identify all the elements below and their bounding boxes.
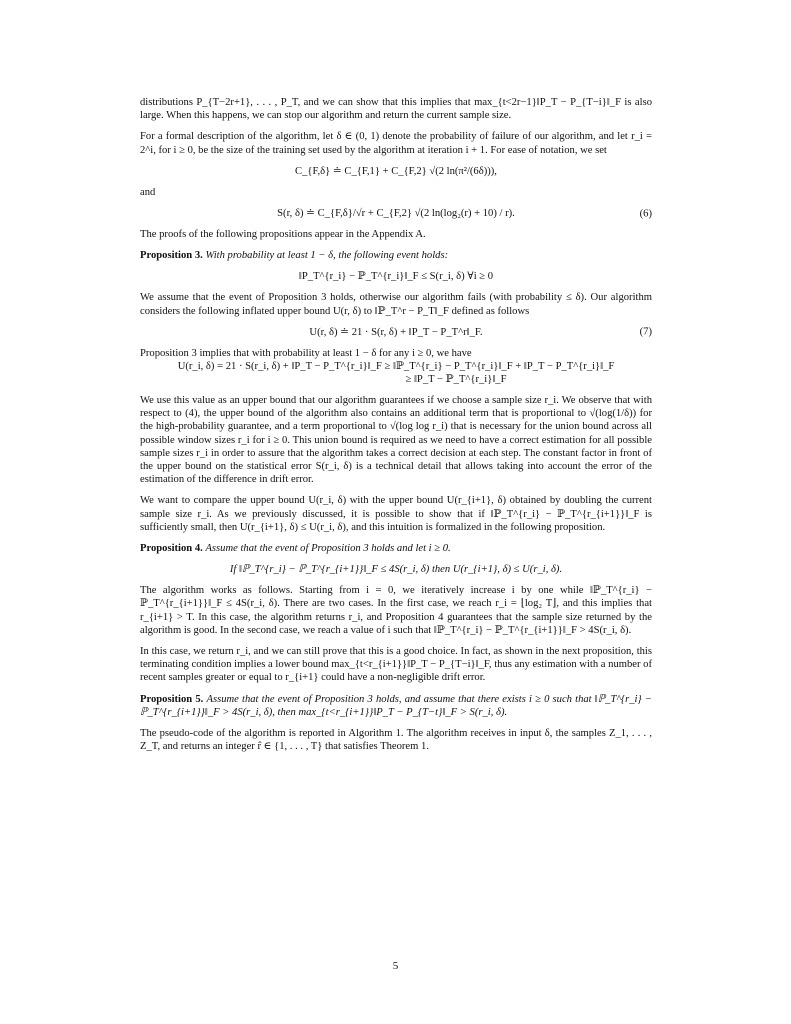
paragraph-formal-description: For a formal description of the algorithm, let δ ∈ (0, 1) denote the probability of failure of our algorithm, and let r_i = 2^i, for i ≥ 0, be the size of the training set used by the algorithm at iteration i + 1. For ease of notation, we set	[140, 131, 652, 156]
equation-7-number: (7)	[639, 326, 652, 338]
proposition-3-head: Proposition 3.	[140, 250, 203, 262]
proposition-4	[140, 542, 652, 555]
paragraph-intro: distributions P_{T−2r+1}, . . . , P_T, and we can show that this implies that max_{t<2r−1}‖P_T − P_{T−i}‖_F is also large. When this happens, we can stop our algorithm and return the current sample size.	[140, 97, 652, 122]
equation-6-number: (6)	[639, 208, 652, 220]
proposition-4-equation	[140, 563, 652, 576]
equation-7-text: U(r, δ) ≐ 21 · S(r, δ) + ‖P_T − P_T^r‖_F.	[309, 326, 483, 338]
paragraph-return-ri: In this case, we return r_i, and we can still prove that this is a good choice. In fact, as shown in the next proposition, this terminating condition implies a lower bound max_{t<r_{i+1}}‖P_T − P_{T−i}‖_F, thus any estimation with a number of recent samples greater or equal to r_{i+1} could have a non-negligible drift error.	[140, 646, 652, 684]
equation-c-f-delta-text: C_{F,δ} ≐ C_{F,1} + C_{F,2} √(2 ln(π²/(6δ))),	[295, 165, 497, 177]
page-number: 5	[392, 960, 399, 972]
proposition-4-body: Assume that the event of Proposition 3 holds and let i ≥ 0.	[205, 543, 451, 555]
paragraph-algorithm-works: The algorithm works as follows. Starting from i = 0, we iteratively increase i by one while ‖ℙ_T^{r_i} − ℙ_T^{r_{i+1}}‖_F ≤ 4S(r_i, δ). There are two cases. In the first case, we reach r_i = ⌊log₂ T⌋, and this implies that r_{i+1} > T. In this case, the algorithm returns r_i, and Proposition 4 guarantees that the sample size returned by the algorithm is good. In the second case, we reach a value of i such that ‖ℙ_T^{r_i} − ℙ_T^{r_{i+1}}‖_F > 4S(r_i, δ).	[140, 585, 652, 636]
paragraph-pseudo-code: The pseudo-code of the algorithm is reported in Algorithm 1. The algorithm receives in input δ, the samples Z_1, . . . , Z_T, and returns an integer r̂ ∈ {1, . . . , T} that satisfies Theorem 1.	[140, 728, 652, 753]
proposition-4-equation-text: If ‖ℙ_T^{r_i} − ℙ_T^{r_{i+1}}‖_F ≤ 4S(r_i, δ) then U(r_{i+1}, δ) ≤ U(r_i, δ).	[229, 564, 563, 576]
paragraph-inflated-bound: We assume that the event of Proposition 3 holds, otherwise our algorithm fails (with probability ≤ δ). Our algorithm considers the following inflated upper bound U(r, δ) to ‖ℙ_T^r − P_T‖_F defined as follows	[140, 292, 652, 317]
equation-6-text: S(r, δ) ≐ C_{F,δ}/√r + C_{F,2} √(2 ln(log₂(r) + 10) / r).	[277, 208, 515, 220]
paragraph-and: and	[140, 186, 156, 198]
equation-u-line-1-text: U(r_i, δ) = 21 · S(r_i, δ) + ‖P_T − P_T^{r_i}‖_F ≥ ‖ℙ_T^{r_i} − P_T^{r_i}‖_F + ‖P_T − P_T^{r_i}‖_F	[177, 361, 615, 373]
equation-u-line-1	[140, 360, 652, 373]
proposition-3-equation	[140, 270, 652, 283]
equation-6	[140, 207, 652, 220]
equation-7	[140, 326, 652, 339]
proposition-3-equation-text: ‖P_T^{r_i} − ℙ_T^{r_i}‖_F ≤ S(r_i, δ) ∀i ≥ 0	[298, 271, 494, 283]
proposition-3-body: With probability at least 1 − δ, the following event holds:	[205, 250, 449, 262]
proposition-4-head: Proposition 4.	[140, 543, 203, 555]
page-body	[140, 96, 652, 754]
proposition-5-body: Assume that the event of Proposition 3 holds, and assume that there exists i ≥ 0 such that ‖ℙ_T^{r_i} − ℙ_T^{r_{i+1}}‖_F > 4S(r_i, δ), then max_{t<r_{i+1}}‖P_T − P_{T−t}‖_F > S(r_i, δ).	[140, 693, 652, 718]
equation-c-f-delta	[140, 165, 652, 178]
proposition-5-head: Proposition 5.	[140, 693, 204, 705]
proposition-3	[140, 249, 652, 262]
equation-u-line-2-text: ≥ ‖P_T − ℙ_T^{r_i}‖_F	[405, 374, 507, 386]
equation-u-line-2	[140, 373, 652, 386]
paragraph-proofs: The proofs of the following propositions appear in the Appendix A.	[140, 229, 426, 241]
paragraph-compare-bounds: We want to compare the upper bound U(r_i, δ) with the upper bound U(r_{i+1}, δ) obtained by doubling the current sample size r_i. As we previously discussed, it is possible to show that if ‖ℙ_T^{r_i} − ℙ_T^{r_{i+1}}‖_F is sufficiently small, then U(r_{i+1}, δ) ≤ U(r_i, δ), and this intuition is formalized in the following proposition.	[140, 495, 652, 533]
paragraph-prop3-implies: Proposition 3 implies that with probability at least 1 − δ for any i ≥ 0, we have	[140, 347, 472, 359]
paragraph-upper-bound-use: We use this value as an upper bound that our algorithm guarantees if we choose a sample size r_i. We observe that with respect to (4), the upper bound of the algorithm also contains an additional term that is proportional to √(log(1/δ)) for the high-probability guarantee, and a term proportional to √(log log r_i) that is necessary for the union bound across all possible window sizes r_i for i ≥ 0. This union bound is required as we need to have a correct estimation for all possible sample sizes r_i in order to assure that the algorithm takes a correct decision at each step. The constant factor in front of the upper bound on the statistical error S(r_i, δ) is a technical detail that allows taking into account the error of the estimation of the difference in drift error.	[140, 395, 652, 486]
proposition-5	[140, 693, 652, 719]
